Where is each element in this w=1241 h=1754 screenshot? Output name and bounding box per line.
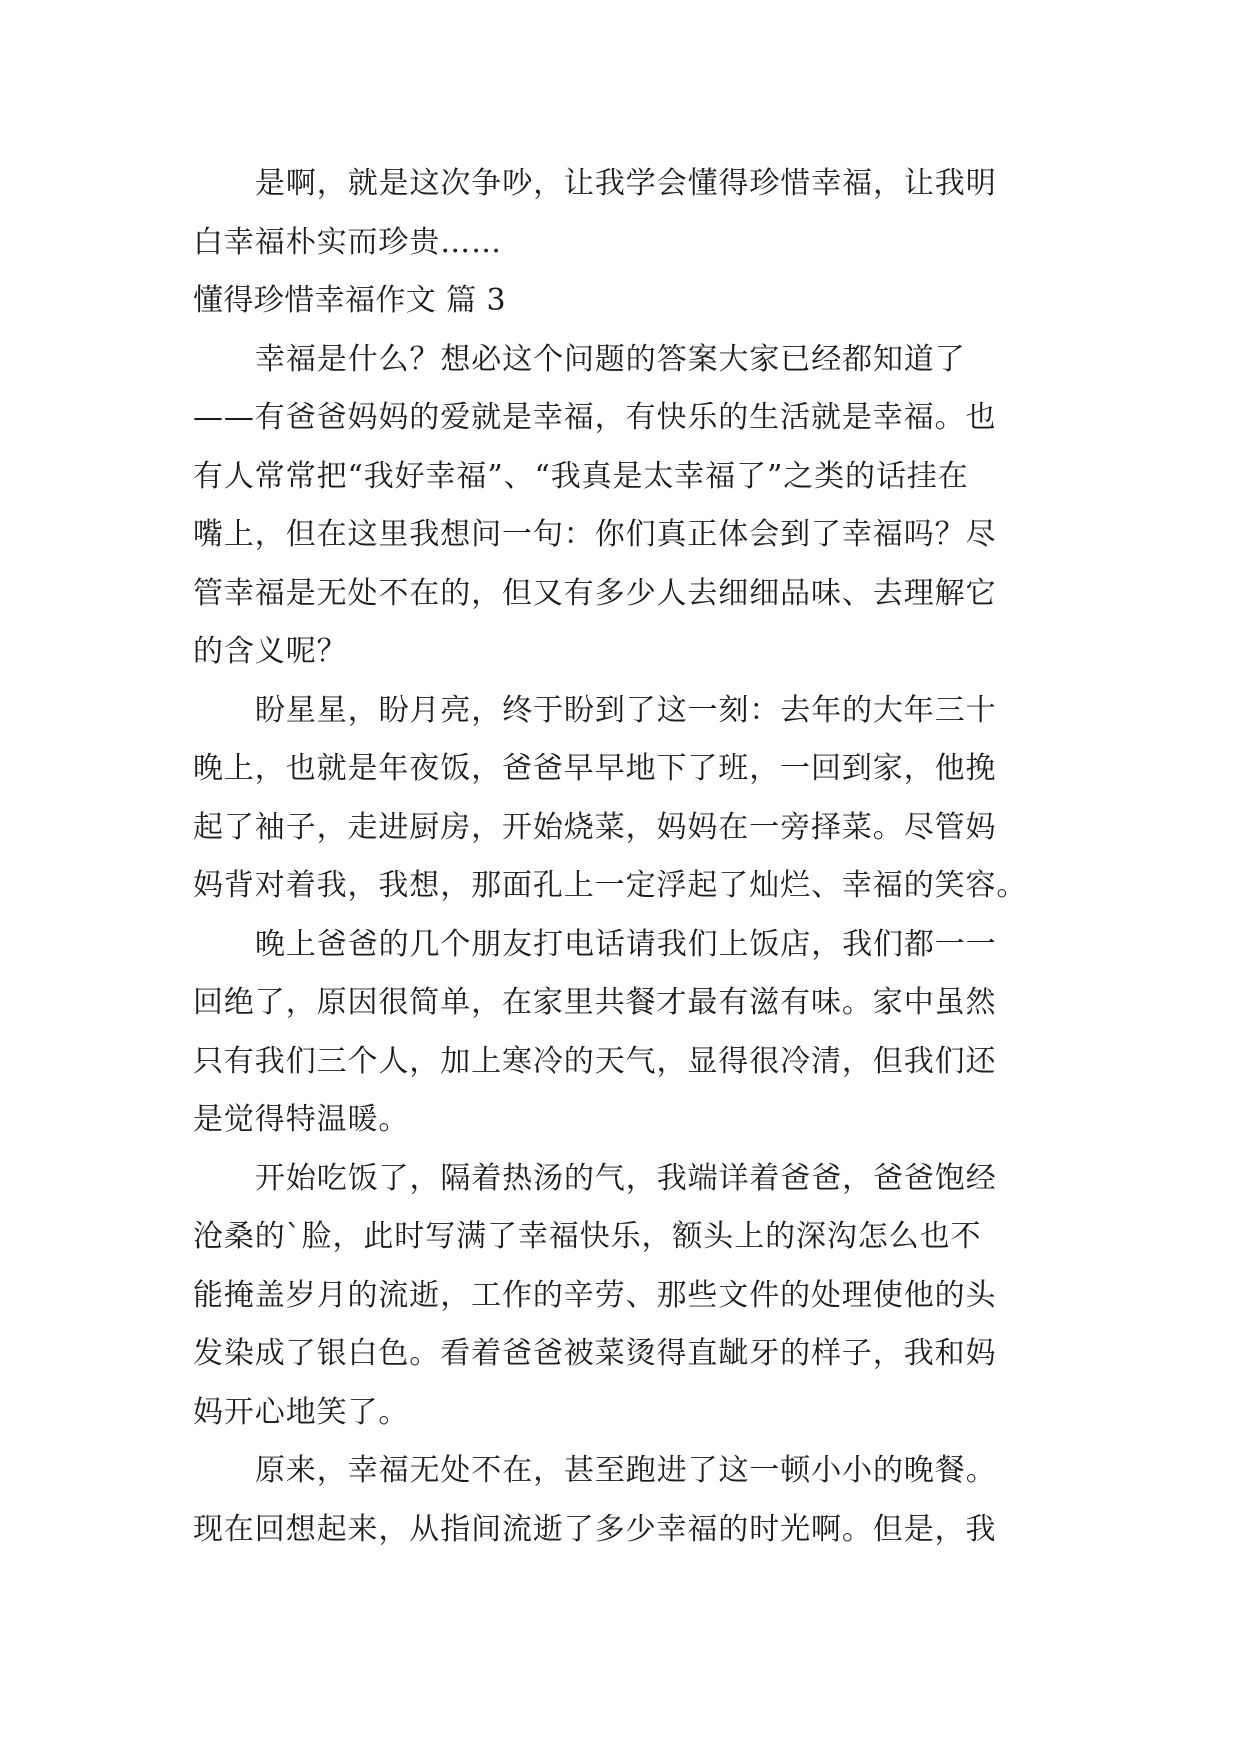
text-line: 白幸福朴实而珍贵……: [193, 224, 502, 260]
document-body: [193, 155, 1063, 1559]
text-line: 晚上，也就是年夜饭，爸爸早早地下了班，一回到家，他挽: [193, 751, 997, 786]
text-line: 现在回想起来，从指间流逝了多少幸福的时光啊。但是，我: [193, 1511, 997, 1547]
text-line: 能掩盖岁月的流逝，工作的辛劳、那些文件的处理使他的头: [193, 1277, 997, 1313]
text-line: 晚上爸爸的几个朋友打电话请我们上饭店，我们都一一: [255, 926, 997, 962]
text-line: 妈开心地笑了。: [193, 1394, 410, 1430]
text-line: 的含义呢？: [193, 634, 348, 669]
text-line: 盼星星，盼月亮，终于盼到了这一刻：去年的大年三十: [255, 692, 997, 728]
text-line: 幸福是什么？想必这个问题的答案大家已经都知道了: [255, 341, 966, 377]
text-line: 起了袖子，走进厨房，开始烧菜，妈妈在一旁择菜。尽管妈: [193, 809, 997, 845]
text-line: 原来，幸福无处不在，甚至跑进了这一顿小小的晚餐。: [255, 1453, 997, 1488]
text-line: 只有我们三个人，加上寒冷的天气，显得很冷清，但我们还: [193, 1043, 997, 1079]
text-line: 发染成了银白色。看着爸爸被菜烫得直龇牙的样子，我和妈: [193, 1336, 997, 1371]
text-line: 嘴上，但在这里我想问一句：你们真正体会到了幸福吗？尽: [193, 517, 997, 552]
text-line: 是啊，就是这次争吵，让我学会懂得珍惜幸福，让我明: [255, 166, 997, 201]
text-line: ——有爸爸妈妈的爱就是幸福，有快乐的生活就是幸福。也: [193, 400, 997, 435]
section-heading: 懂得珍惜幸福作文 篇 3: [193, 283, 506, 318]
text-line: 是觉得特温暖。: [193, 1102, 410, 1137]
text-line: 回绝了，原因很简单，在家里共餐才最有滋有味。家中虽然: [193, 985, 997, 1020]
text-line: 妈背对着我，我想，那面孔上一定浮起了灿烂、幸福的笑容。: [193, 868, 1028, 903]
text-line: 管幸福是无处不在的，但又有多少人去细细品味、去理解它: [193, 575, 997, 611]
text-line: 沧桑的`脸，此时写满了幸福快乐，额头上的深沟怎么也不: [193, 1219, 982, 1254]
text-line: 有人常常把“我好幸福”、“我真是太幸福了”之类的话挂在: [193, 458, 969, 494]
text-line: 开始吃饭了，隔着热汤的气，我端详着爸爸，爸爸饱经: [255, 1160, 997, 1196]
